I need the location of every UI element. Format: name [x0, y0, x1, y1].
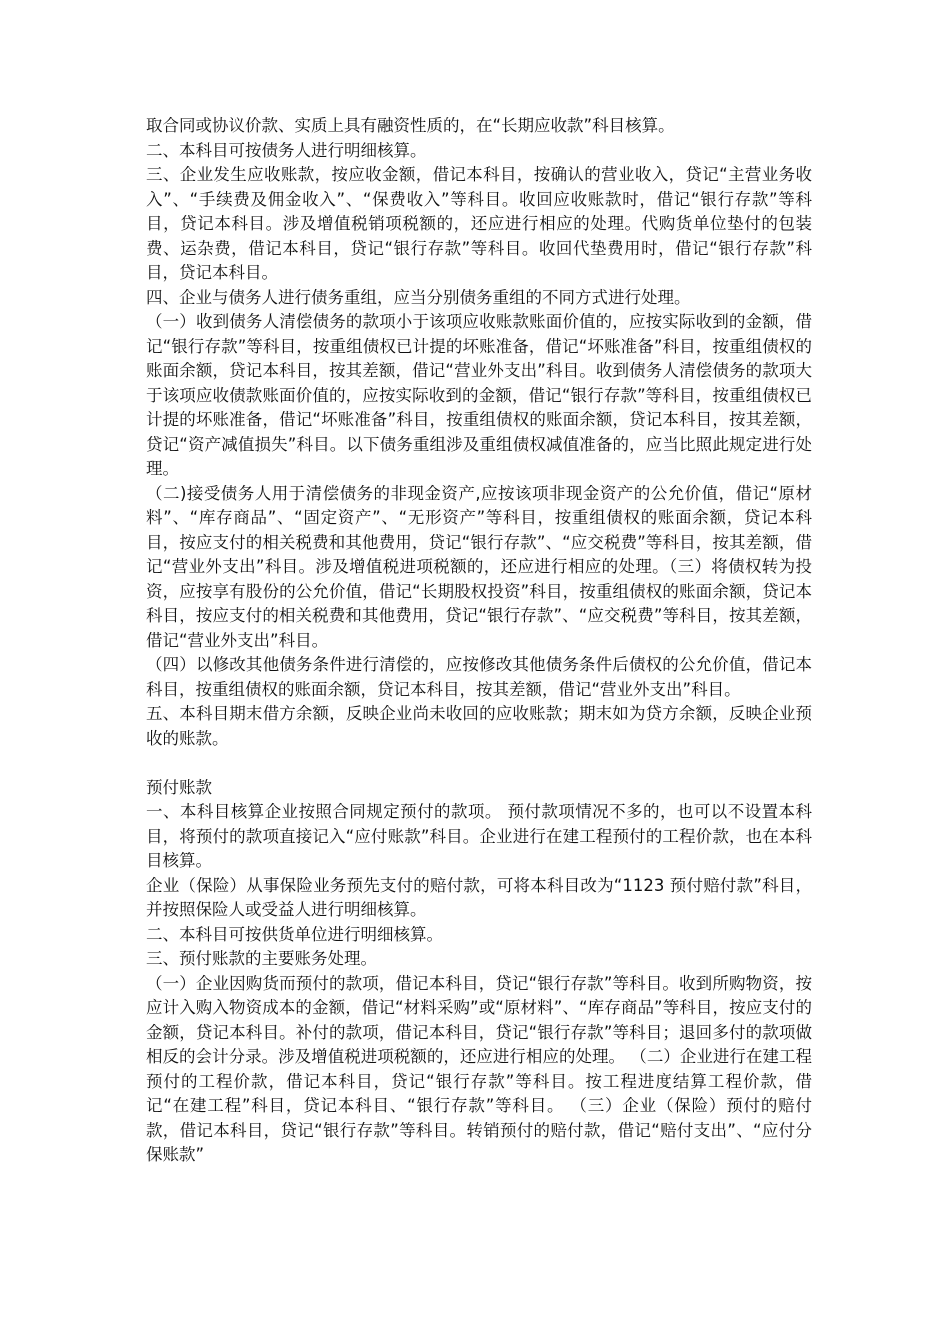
paragraph: （二)接受债务人用于清偿债务的非现金资产,应按该项非现金资产的公允价值，借记“原材料”、“库存商品”、“固定资产”、“无形资产”等科目，按重组债权的账面余额，贷记本科目，按应支付的相关税费和其他费用，贷记“银行存款”、“应交税费”等科目，按其差额，借记“营业外支出”科目。涉及增值税进项税额的，还应进行相应的处理。（三）将债权转为投资，应按享有股份的公允价值，借记“长期股权投资”科目，按重组债权的账面余额，贷记本科目，按应支付的相关税费和其他费用，贷记“银行存款”、“应交税费”等科目，按其差额，借记“营业外支出”科目。 [146, 483, 812, 650]
blank-line [146, 751, 812, 776]
paragraph: 三、企业发生应收账款，按应收金额，借记本科目，按确认的营业收入，贷记“主营业务收入”、“手续费及佣金收入”、“保费收入”等科目。收回应收账款时，借记“银行存款”等科目，贷记本科目。涉及增值税销项税额的，还应进行相应的处理。代购货单位垫付的包装费、运杂费，借记本科目，贷记“银行存款”等科目。收回代垫费用时，借记“银行存款”科目，贷记本科目。 [146, 165, 812, 282]
paragraph: （四）以修改其他债务条件进行清偿的，应按修改其他债务条件后债权的公允价值，借记本科目，按重组债权的账面余额，贷记本科目，按其差额，借记“营业外支出”科目。 [146, 655, 812, 699]
paragraph: 三、预付账款的主要账务处理。 [146, 949, 377, 968]
paragraph: 二、本科目可按供货单位进行明细核算。 [146, 924, 443, 944]
paragraph: 取合同或协议价款、实质上具有融资性质的，在“长期应收款”科目核算。 [146, 116, 675, 135]
paragraph: 二、本科目可按债务人进行明细核算。 [146, 140, 427, 160]
document-page [146, 114, 812, 1168]
paragraph: 五、本科目期末借方余额，反映企业尚未收回的应收账款；期末如为贷方余额，反映企业预收的账款。 [146, 704, 812, 748]
paragraph: 一、本科目核算企业按照合同规定预付的款项。 预付款项情况不多的，也可以不设置本科目，将预付的款项直接记入“应付账款”科目。企业进行在建工程预付的工程价款，也在本科目核算。 [146, 802, 812, 870]
section-heading: 预付账款 [146, 777, 212, 797]
paragraph: 企业（保险）从事保险业务预先支付的赔付款，可将本科目改为“1123 预付赔付款”科目，并按照保险人或受益人进行明细核算。 [146, 875, 812, 919]
paragraph: （一）企业因购货而预付的款项，借记本科目，贷记“银行存款”等科目。收到所购物资，按应计入购入物资成本的金额，借记“材料采购”或“原材料”、“库存商品”等科目，按应支付的金额，贷记本科目。补付的款项，借记本科目，贷记“银行存款”等科目；退回多付的款项做相反的会计分录。涉及增值税进项税额的，还应进行相应的处理。 （二）企业进行在建工程预付的工程价款，借记本科目，贷记“银行存款”等科目。按工程进度结算工程价款，借记“在建工程”科目，贷记本科目、“银行存款”等科目。 （三）企业（保险）预付的赔付款，借记本科目，贷记“银行存款”等科目。转销预付的赔付款，借记“赔付支出”、“应付分保账款” [146, 973, 812, 1164]
paragraph: 四、企业与债务人进行债务重组，应当分别债务重组的不同方式进行处理。 [146, 287, 691, 307]
paragraph: （一）收到债务人清偿债务的款项小于该项应收账款账面价值的，应按实际收到的金额，借记“银行存款”等科目，按重组债权已计提的坏账准备，借记“坏账准备”科目，按重组债权的账面余额，贷记本科目，按其差额，借记“营业外支出”科目。收到债务人清偿债务的款项大于该项应收债款账面价值的，应按实际收到的金额，借记“银行存款”等科目，按重组债权已计提的坏账准备，借记“坏账准备”科目，按重组债权的账面余额，贷记本科目，按其差额，贷记“资产减值损失”科目。以下债务重组涉及重组债权减值准备的，应当比照此规定进行处理。 [146, 312, 812, 478]
